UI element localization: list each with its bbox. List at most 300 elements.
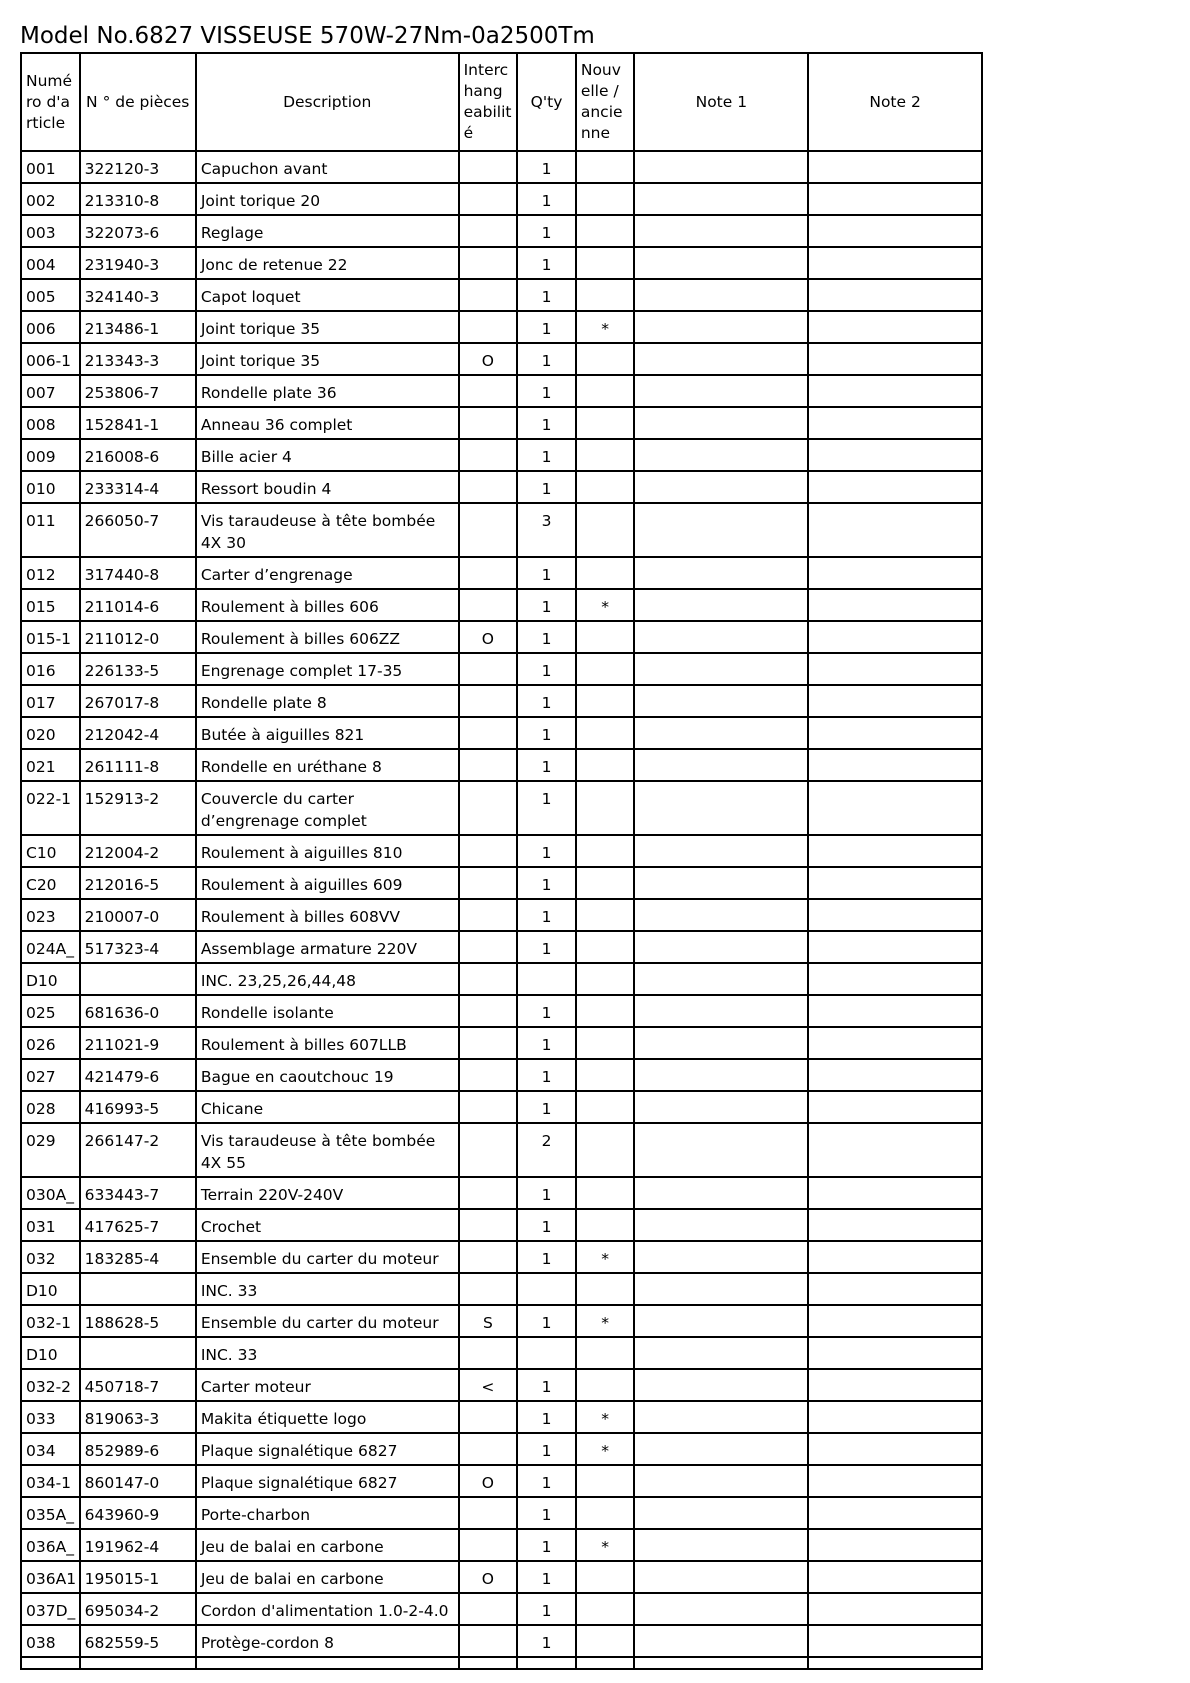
- part-number-cell: 188628-5: [80, 1305, 196, 1337]
- item-number-cell: 036A_: [21, 1529, 80, 1561]
- table-row: [21, 1337, 982, 1369]
- new-old-cell: [576, 151, 635, 183]
- new-old-cell: [576, 183, 635, 215]
- note-1-cell: [634, 1369, 808, 1401]
- item-number-cell: 002: [21, 183, 80, 215]
- note-1-cell: [634, 835, 808, 867]
- description-cell: Bille acier 4: [196, 439, 459, 471]
- interchangeability-cell: [459, 1209, 518, 1241]
- note-2-cell: [808, 1273, 982, 1305]
- interchangeability-cell: [459, 835, 518, 867]
- note-1-cell: [634, 1529, 808, 1561]
- quantity-cell: 1: [517, 931, 576, 963]
- quantity-cell: 1: [517, 589, 576, 621]
- parts-table: [20, 52, 983, 1670]
- part-number-cell: [80, 1337, 196, 1369]
- table-row: [21, 1465, 982, 1497]
- new-old-cell: [576, 899, 635, 931]
- item-number-cell: 009: [21, 439, 80, 471]
- part-number-cell: 267017-8: [80, 685, 196, 717]
- table-row: [21, 247, 982, 279]
- interchangeability-cell: [459, 183, 518, 215]
- note-2-cell: [808, 1241, 982, 1273]
- table-row: [21, 717, 982, 749]
- table-row: [21, 503, 982, 557]
- note-1-cell: [634, 407, 808, 439]
- part-number-cell: 682559-5: [80, 1625, 196, 1657]
- interchangeability-cell: [459, 749, 518, 781]
- note-1-cell: [634, 1209, 808, 1241]
- interchangeability-cell: [459, 1625, 518, 1657]
- interchangeability-cell: [459, 247, 518, 279]
- item-number-cell: 020: [21, 717, 80, 749]
- table-row: [21, 963, 982, 995]
- new-old-cell: [576, 247, 635, 279]
- quantity-cell: [517, 1337, 576, 1369]
- new-old-cell: [576, 1337, 635, 1369]
- description-cell: Jeu de balai en carbone: [196, 1529, 459, 1561]
- note-1-cell: [634, 781, 808, 835]
- part-number-cell: 152841-1: [80, 407, 196, 439]
- note-2-cell: [808, 375, 982, 407]
- table-row: [21, 749, 982, 781]
- item-number-cell: 028: [21, 1091, 80, 1123]
- item-number-cell: 004: [21, 247, 80, 279]
- new-old-cell: [576, 1497, 635, 1529]
- interchangeability-cell: [459, 1241, 518, 1273]
- table-row: [21, 439, 982, 471]
- quantity-cell: 1: [517, 1529, 576, 1561]
- quantity-cell: 1: [517, 183, 576, 215]
- header-qty: Q'ty: [517, 53, 576, 151]
- parts-table-body: [21, 151, 982, 1669]
- part-number-cell: 266147-2: [80, 1123, 196, 1177]
- note-2-cell: [808, 899, 982, 931]
- table-row: [21, 1027, 982, 1059]
- item-number-cell: 033: [21, 1401, 80, 1433]
- table-row: [21, 1529, 982, 1561]
- quantity-cell: 1: [517, 781, 576, 835]
- note-2-cell: [808, 1123, 982, 1177]
- description-cell: Plaque signalétique 6827: [196, 1465, 459, 1497]
- item-number-cell: 015-1: [21, 621, 80, 653]
- quantity-cell: 1: [517, 215, 576, 247]
- description-cell: Butée à aiguilles 821: [196, 717, 459, 749]
- table-row: [21, 621, 982, 653]
- part-number-cell: 212016-5: [80, 867, 196, 899]
- new-old-cell: [576, 717, 635, 749]
- note-1-cell: [634, 557, 808, 589]
- empty-cell: [459, 1657, 518, 1669]
- note-1-cell: [634, 749, 808, 781]
- note-2-cell: [808, 1337, 982, 1369]
- description-cell: Rondelle en uréthane 8: [196, 749, 459, 781]
- quantity-cell: 1: [517, 407, 576, 439]
- description-cell: Crochet: [196, 1209, 459, 1241]
- interchangeability-cell: [459, 407, 518, 439]
- note-2-cell: [808, 995, 982, 1027]
- table-row: [21, 407, 982, 439]
- item-number-cell: 032-1: [21, 1305, 80, 1337]
- description-cell: Carter moteur: [196, 1369, 459, 1401]
- description-cell: Rondelle plate 36: [196, 375, 459, 407]
- interchangeability-cell: [459, 1059, 518, 1091]
- interchangeability-cell: [459, 503, 518, 557]
- quantity-cell: 1: [517, 1625, 576, 1657]
- item-number-cell: 017: [21, 685, 80, 717]
- header-note-2: Note 2: [808, 53, 982, 151]
- quantity-cell: 1: [517, 717, 576, 749]
- quantity-cell: [517, 963, 576, 995]
- table-row: [21, 781, 982, 835]
- quantity-cell: 1: [517, 653, 576, 685]
- interchangeability-cell: S: [459, 1305, 518, 1337]
- new-old-cell: [576, 1593, 635, 1625]
- new-old-cell: *: [576, 1433, 635, 1465]
- table-row: [21, 343, 982, 375]
- note-1-cell: [634, 471, 808, 503]
- table-row: [21, 589, 982, 621]
- description-cell: Engrenage complet 17-35: [196, 653, 459, 685]
- new-old-cell: *: [576, 311, 635, 343]
- note-2-cell: [808, 1091, 982, 1123]
- table-row: [21, 279, 982, 311]
- part-number-cell: 417625-7: [80, 1209, 196, 1241]
- part-number-cell: 643960-9: [80, 1497, 196, 1529]
- note-1-cell: [634, 247, 808, 279]
- header-interchangeability: Interc hang eabilit é: [459, 53, 518, 151]
- note-2-cell: [808, 1561, 982, 1593]
- description-cell: Reglage: [196, 215, 459, 247]
- quantity-cell: 1: [517, 1465, 576, 1497]
- table-row: [21, 835, 982, 867]
- note-2-cell: [808, 279, 982, 311]
- interchangeability-cell: [459, 589, 518, 621]
- description-cell: Joint torique 35: [196, 311, 459, 343]
- page-title: Model No.6827 VISSEUSE 570W-27Nm-0a2500Tm: [20, 23, 595, 49]
- quantity-cell: 1: [517, 995, 576, 1027]
- new-old-cell: [576, 1625, 635, 1657]
- new-old-cell: [576, 931, 635, 963]
- note-1-cell: [634, 899, 808, 931]
- item-number-cell: 032-2: [21, 1369, 80, 1401]
- note-1-cell: [634, 867, 808, 899]
- description-cell: Roulement à billes 607LLB: [196, 1027, 459, 1059]
- note-1-cell: [634, 215, 808, 247]
- description-cell: Plaque signalétique 6827: [196, 1433, 459, 1465]
- empty-cell: [517, 1657, 576, 1669]
- new-old-cell: [576, 653, 635, 685]
- note-2-cell: [808, 311, 982, 343]
- description-cell: Ensemble du carter du moteur: [196, 1241, 459, 1273]
- description-cell: Roulement à billes 606ZZ: [196, 621, 459, 653]
- quantity-cell: 1: [517, 439, 576, 471]
- note-1-cell: [634, 995, 808, 1027]
- part-number-cell: [80, 1273, 196, 1305]
- quantity-cell: 1: [517, 1305, 576, 1337]
- empty-cell: [808, 1657, 982, 1669]
- interchangeability-cell: [459, 717, 518, 749]
- description-cell: Rondelle isolante: [196, 995, 459, 1027]
- description-cell: Chicane: [196, 1091, 459, 1123]
- empty-cell: [80, 1657, 196, 1669]
- part-number-cell: 195015-1: [80, 1561, 196, 1593]
- description-cell: Roulement à aiguilles 609: [196, 867, 459, 899]
- new-old-cell: [576, 1209, 635, 1241]
- note-2-cell: [808, 1369, 982, 1401]
- new-old-cell: [576, 343, 635, 375]
- quantity-cell: 1: [517, 1091, 576, 1123]
- header-item-no: Numé ro d'a rticle: [21, 53, 80, 151]
- note-1-cell: [634, 1433, 808, 1465]
- quantity-cell: 1: [517, 247, 576, 279]
- table-row: [21, 1401, 982, 1433]
- note-1-cell: [634, 1241, 808, 1273]
- interchangeability-cell: [459, 899, 518, 931]
- new-old-cell: [576, 407, 635, 439]
- note-2-cell: [808, 247, 982, 279]
- note-1-cell: [634, 279, 808, 311]
- table-row: [21, 183, 982, 215]
- empty-cell: [21, 1657, 80, 1669]
- table-row: [21, 995, 982, 1027]
- note-2-cell: [808, 1625, 982, 1657]
- note-2-cell: [808, 867, 982, 899]
- note-1-cell: [634, 963, 808, 995]
- item-number-cell: 023: [21, 899, 80, 931]
- new-old-cell: *: [576, 589, 635, 621]
- description-cell: Roulement à billes 606: [196, 589, 459, 621]
- part-number-cell: 695034-2: [80, 1593, 196, 1625]
- new-old-cell: [576, 375, 635, 407]
- note-1-cell: [634, 1625, 808, 1657]
- note-1-cell: [634, 151, 808, 183]
- item-number-cell: 007: [21, 375, 80, 407]
- part-number-cell: 324140-3: [80, 279, 196, 311]
- table-row: [21, 653, 982, 685]
- note-2-cell: [808, 1305, 982, 1337]
- interchangeability-cell: [459, 1401, 518, 1433]
- quantity-cell: 1: [517, 1027, 576, 1059]
- note-2-cell: [808, 183, 982, 215]
- note-2-cell: [808, 717, 982, 749]
- new-old-cell: [576, 1465, 635, 1497]
- interchangeability-cell: [459, 1123, 518, 1177]
- interchangeability-cell: [459, 867, 518, 899]
- quantity-cell: 1: [517, 279, 576, 311]
- new-old-cell: *: [576, 1401, 635, 1433]
- new-old-cell: *: [576, 1305, 635, 1337]
- note-1-cell: [634, 375, 808, 407]
- quantity-cell: [517, 1273, 576, 1305]
- note-1-cell: [634, 1177, 808, 1209]
- note-1-cell: [634, 685, 808, 717]
- description-cell: Roulement à billes 608VV: [196, 899, 459, 931]
- quantity-cell: 1: [517, 835, 576, 867]
- note-2-cell: [808, 503, 982, 557]
- interchangeability-cell: [459, 471, 518, 503]
- item-number-cell: 021: [21, 749, 80, 781]
- note-2-cell: [808, 1027, 982, 1059]
- new-old-cell: [576, 471, 635, 503]
- description-cell: Vis taraudeuse à tête bombée 4X 30: [196, 503, 459, 557]
- new-old-cell: [576, 1369, 635, 1401]
- note-2-cell: [808, 1059, 982, 1091]
- table-row: [21, 1241, 982, 1273]
- new-old-cell: [576, 503, 635, 557]
- note-1-cell: [634, 1305, 808, 1337]
- interchangeability-cell: [459, 1593, 518, 1625]
- note-1-cell: [634, 1337, 808, 1369]
- note-1-cell: [634, 1593, 808, 1625]
- note-2-cell: [808, 1177, 982, 1209]
- note-1-cell: [634, 1027, 808, 1059]
- item-number-cell: 027: [21, 1059, 80, 1091]
- new-old-cell: [576, 1123, 635, 1177]
- quantity-cell: 1: [517, 1561, 576, 1593]
- quantity-cell: 2: [517, 1123, 576, 1177]
- note-1-cell: [634, 1561, 808, 1593]
- table-row: [21, 1177, 982, 1209]
- note-1-cell: [634, 717, 808, 749]
- description-cell: Capot loquet: [196, 279, 459, 311]
- part-number-cell: [80, 963, 196, 995]
- part-number-cell: 681636-0: [80, 995, 196, 1027]
- description-cell: Porte-charbon: [196, 1497, 459, 1529]
- item-number-cell: 016: [21, 653, 80, 685]
- new-old-cell: [576, 1027, 635, 1059]
- part-number-cell: 213310-8: [80, 183, 196, 215]
- description-cell: INC. 33: [196, 1273, 459, 1305]
- table-row: [21, 557, 982, 589]
- quantity-cell: 1: [517, 151, 576, 183]
- note-2-cell: [808, 151, 982, 183]
- interchangeability-cell: [459, 439, 518, 471]
- table-row: [21, 375, 982, 407]
- new-old-cell: [576, 867, 635, 899]
- part-number-cell: 633443-7: [80, 1177, 196, 1209]
- new-old-cell: [576, 557, 635, 589]
- description-cell: Couvercle du carter d’engrenage complet: [196, 781, 459, 835]
- table-row: [21, 1209, 982, 1241]
- note-2-cell: [808, 963, 982, 995]
- new-old-cell: [576, 963, 635, 995]
- new-old-cell: [576, 1177, 635, 1209]
- note-2-cell: [808, 781, 982, 835]
- note-2-cell: [808, 685, 982, 717]
- header-row: [21, 53, 982, 151]
- note-2-cell: [808, 439, 982, 471]
- item-number-cell: 008: [21, 407, 80, 439]
- interchangeability-cell: [459, 1433, 518, 1465]
- item-number-cell: 011: [21, 503, 80, 557]
- table-row: [21, 1305, 982, 1337]
- table-row-continued: [21, 1657, 982, 1669]
- item-number-cell: 022-1: [21, 781, 80, 835]
- empty-cell: [634, 1657, 808, 1669]
- description-cell: Assemblage armature 220V: [196, 931, 459, 963]
- note-1-cell: [634, 183, 808, 215]
- part-number-cell: 183285-4: [80, 1241, 196, 1273]
- quantity-cell: 1: [517, 1241, 576, 1273]
- description-cell: Cordon d'alimentation 1.0-2-4.0: [196, 1593, 459, 1625]
- item-number-cell: 031: [21, 1209, 80, 1241]
- header-description: Description: [196, 53, 459, 151]
- new-old-cell: [576, 439, 635, 471]
- item-number-cell: 024A_: [21, 931, 80, 963]
- note-1-cell: [634, 1123, 808, 1177]
- part-number-cell: 852989-6: [80, 1433, 196, 1465]
- quantity-cell: 1: [517, 867, 576, 899]
- note-1-cell: [634, 503, 808, 557]
- interchangeability-cell: [459, 557, 518, 589]
- part-number-cell: 819063-3: [80, 1401, 196, 1433]
- note-2-cell: [808, 1529, 982, 1561]
- table-row: [21, 1561, 982, 1593]
- description-cell: Capuchon avant: [196, 151, 459, 183]
- new-old-cell: [576, 621, 635, 653]
- part-number-cell: 213343-3: [80, 343, 196, 375]
- table-row: [21, 1593, 982, 1625]
- new-old-cell: [576, 1059, 635, 1091]
- note-1-cell: [634, 439, 808, 471]
- interchangeability-cell: [459, 931, 518, 963]
- header-part-no: N ° de pièces: [80, 53, 196, 151]
- quantity-cell: 1: [517, 1209, 576, 1241]
- table-row: [21, 1497, 982, 1529]
- item-number-cell: 015: [21, 589, 80, 621]
- part-number-cell: 517323-4: [80, 931, 196, 963]
- quantity-cell: 1: [517, 471, 576, 503]
- description-cell: Makita étiquette logo: [196, 1401, 459, 1433]
- item-number-cell: 036A1: [21, 1561, 80, 1593]
- description-cell: Protège-cordon 8: [196, 1625, 459, 1657]
- note-2-cell: [808, 471, 982, 503]
- part-number-cell: 416993-5: [80, 1091, 196, 1123]
- interchangeability-cell: [459, 279, 518, 311]
- item-number-cell: 035A_: [21, 1497, 80, 1529]
- description-cell: Carter d’engrenage: [196, 557, 459, 589]
- table-row: [21, 1625, 982, 1657]
- description-cell: Roulement à aiguilles 810: [196, 835, 459, 867]
- table-row: [21, 311, 982, 343]
- table-row: [21, 931, 982, 963]
- item-number-cell: 032: [21, 1241, 80, 1273]
- description-cell: Ressort boudin 4: [196, 471, 459, 503]
- interchangeability-cell: [459, 653, 518, 685]
- table-row: [21, 1123, 982, 1177]
- table-row: [21, 1273, 982, 1305]
- quantity-cell: 1: [517, 311, 576, 343]
- quantity-cell: 1: [517, 1433, 576, 1465]
- table-row: [21, 1059, 982, 1091]
- part-number-cell: 266050-7: [80, 503, 196, 557]
- part-number-cell: 322120-3: [80, 151, 196, 183]
- interchangeability-cell: [459, 311, 518, 343]
- table-row: [21, 151, 982, 183]
- note-2-cell: [808, 1401, 982, 1433]
- quantity-cell: 1: [517, 1369, 576, 1401]
- note-2-cell: [808, 589, 982, 621]
- new-old-cell: [576, 1561, 635, 1593]
- description-cell: Joint torique 20: [196, 183, 459, 215]
- note-1-cell: [634, 1465, 808, 1497]
- table-row: [21, 215, 982, 247]
- part-number-cell: 233314-4: [80, 471, 196, 503]
- quantity-cell: 1: [517, 621, 576, 653]
- table-row: [21, 1091, 982, 1123]
- part-number-cell: 211014-6: [80, 589, 196, 621]
